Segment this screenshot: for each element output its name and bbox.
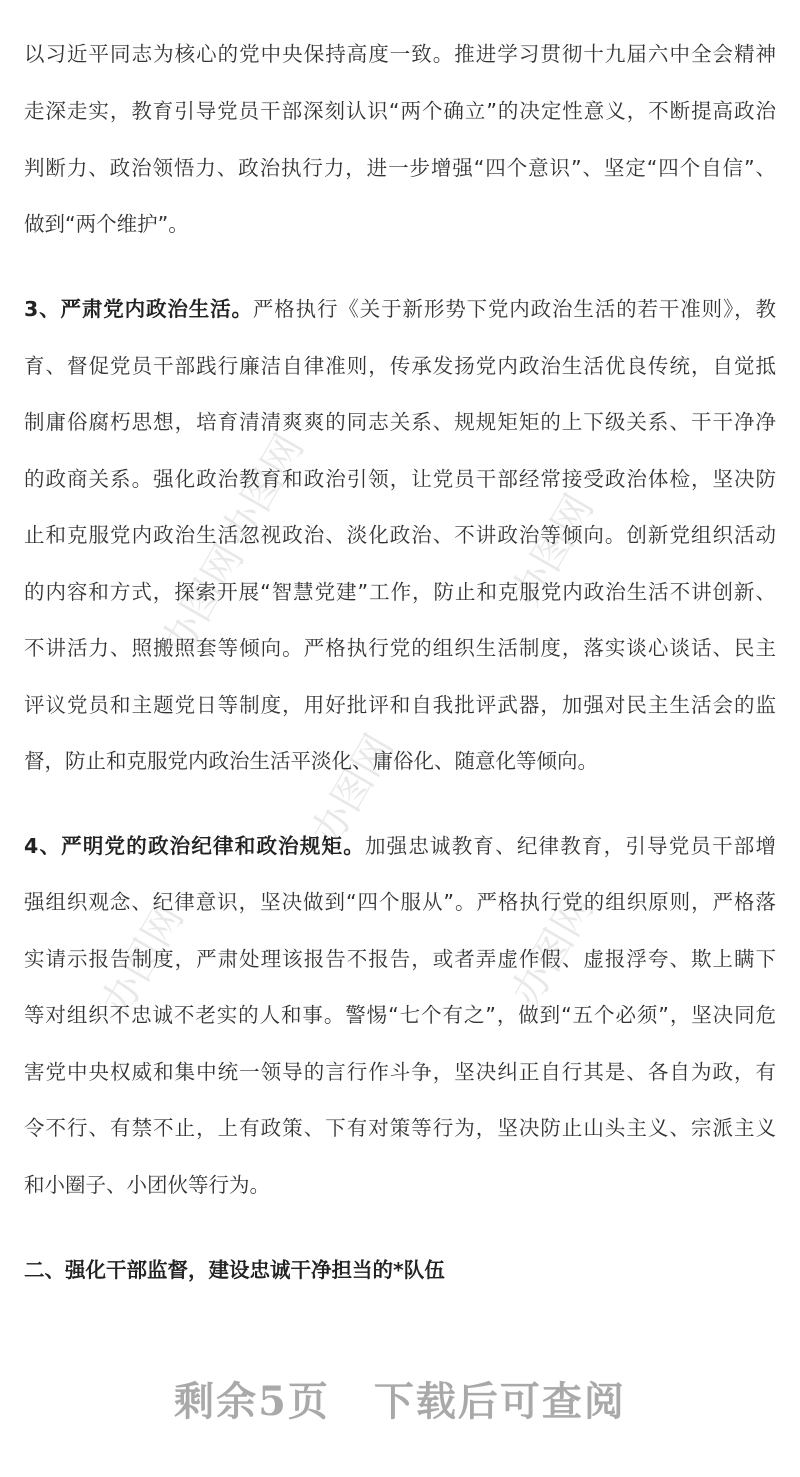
paragraph-line: 实请示报告制度，严肃处理该报告不报告，或者弄虚作假、虚报浮夸、欺上瞒下: [24, 947, 776, 971]
paragraph-line: 和小圈子、小团伙等行为。: [24, 1173, 270, 1197]
paragraph-line: 制庸俗腐朽思想，培育清清爽爽的同志关系、规规矩矩的上下级关系、干干净净: [24, 410, 776, 434]
watermark: 办图网: [303, 726, 403, 854]
paragraph-line: 以习近平同志为核心的党中央保持高度一致。推进学习贯彻十九届六中全会精神: [24, 42, 776, 66]
paragraph-line: 等对组织不忠诚不老实的人和事。警惕“七个有之”，做到“五个必须”，坚决同危: [24, 1003, 776, 1027]
section-4-first-line-text: 加强忠诚教育、纪律教育，引导党员干部增: [364, 834, 776, 858]
section-2-heading: 二、强化干部监督，建设忠诚干净担当的*队伍: [24, 1258, 445, 1282]
watermark: 办图网: [153, 536, 253, 664]
paragraph-line: 判断力、政治领悟力、政治执行力，进一步增强“四个意识”、坚定“四个自信”、: [24, 156, 776, 180]
download-to-view-label: 下载后可查阅: [373, 1378, 626, 1425]
paragraph-line: 止和克服党内政治生活忽视政治、淡化政治、不讲政治等倾向。创新党组织活动: [24, 523, 776, 547]
watermark: 办图网: [503, 486, 603, 614]
paragraph-line: 育、督促党员干部践行廉洁自律准则，传承发扬党内政治生活优良传统，自觉抵: [24, 354, 776, 378]
section-4-first-line: [24, 831, 776, 861]
paragraph-line: 评议党员和主题党日等制度，用好批评和自我批评武器，加强对民主生活会的监: [24, 693, 776, 717]
watermark: 办图网: [503, 886, 603, 1014]
section-4-heading: 4、严明党的政治纪律和政治规矩。: [24, 834, 365, 858]
remaining-pages-label: 剩余5页: [174, 1378, 330, 1425]
paragraph-line: 的内容和方式，探索开展“智慧党建”工作，防止和克服党内政治生活不讲创新、: [24, 580, 776, 604]
paragraph-line: 害党中央权威和集中统一领导的言行作斗争，坚决纠正自行其是、各自为政，有: [24, 1060, 776, 1084]
paragraph-line: 走深走实，教育引导党员干部深刻认识“两个确立”的决定性意义，不断提高政治: [24, 99, 776, 123]
section-3-first-line: [24, 294, 776, 324]
paragraph-line: 不讲活力、照搬照套等倾向。严格执行党的组织生活制度，落实谈心谈话、民主: [24, 636, 776, 660]
section-3-heading: 3、严肃党内政治生活。: [24, 297, 253, 321]
paragraph-line: 做到“两个维护”。: [24, 212, 189, 236]
paragraph-line: 督，防止和克服党内政治生活平淡化、庸俗化、随意化等倾向。: [24, 749, 598, 773]
watermark: 办图网: [213, 426, 313, 554]
section-3-first-line-text: 严格执行《关于新形势下党内政治生活的若干准则》，教: [252, 297, 776, 321]
download-prompt-banner[interactable]: [0, 1372, 800, 1432]
paragraph-line: 的政商关系。强化政治教育和政治引领，让党员干部经常接受政治体检，坚决防: [24, 467, 776, 491]
watermark: 办图网: [93, 896, 193, 1024]
paragraph-line: 令不行、有禁不止，上有政策、下有对策等行为，坚决防止山头主义、宗派主义: [24, 1116, 776, 1140]
paragraph-line: 强组织观念、纪律意识，坚决做到“四个服从”。严格执行党的组织原则，严格落: [24, 890, 776, 914]
